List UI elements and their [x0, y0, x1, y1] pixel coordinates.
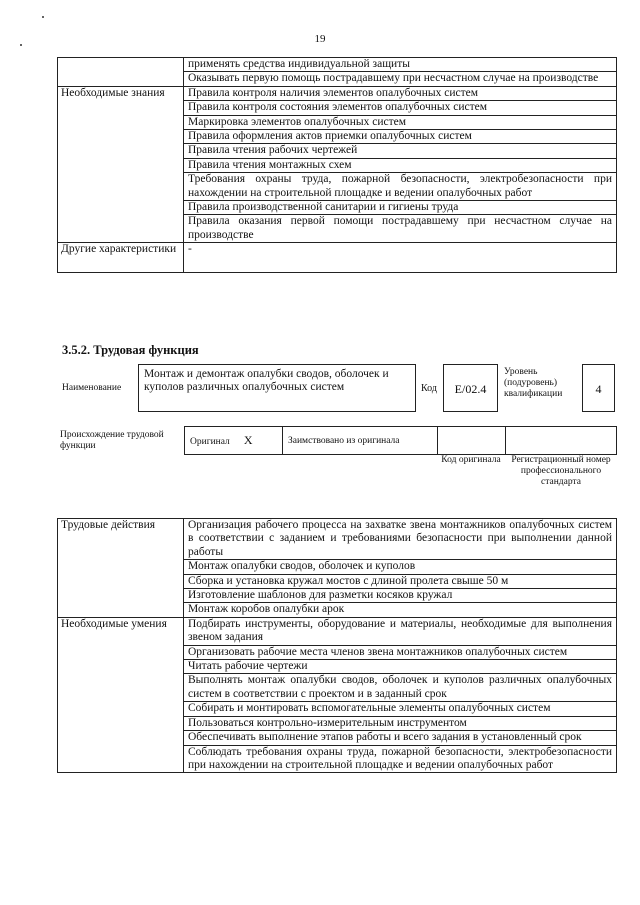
knowledge-table — [57, 57, 617, 273]
row-label: Другие характеристики — [58, 243, 184, 273]
table-cell: Выполнять монтаж опалубки сводов, оболочек и куполов различных опалубочных систем в соответствии с проектом и в заданный срок — [184, 674, 617, 702]
table-cell: Правила оформления актов приемки опалубочных систем — [184, 130, 617, 144]
table-cell: Обеспечивать выполнение этапов работы и всего задания в установленный срок — [184, 731, 617, 745]
origin-original-cell — [185, 427, 283, 455]
table-cell: Читать рабочие чертежи — [184, 660, 617, 674]
code-label: Код — [421, 383, 437, 394]
table-cell: Монтаж опалубки сводов, оболочек и куполов — [184, 560, 617, 574]
table-row — [58, 519, 617, 560]
table-cell: Сборка и установка кружал мостов с длиной пролета свыше 50 м — [184, 574, 617, 588]
scan-mark — [42, 16, 44, 18]
origin-mark: X — [243, 433, 253, 447]
table-cell: Требования охраны труда, пожарной безопасности, электробезопасности при нахождении на строительной площадке и ведении опалубочных работ — [184, 173, 617, 201]
origin-original: Оригинал — [190, 437, 230, 447]
table-cell: Оказывать первую помощь пострадавшему при несчастном случае на производстве — [184, 72, 617, 86]
table-cell: Маркировка элементов опалубочных систем — [184, 115, 617, 129]
table-cell: Правила контроля наличия элементов опалубочных систем — [184, 86, 617, 100]
section-title: 3.5.2. Трудовая функция — [62, 343, 199, 357]
level-value: 4 — [582, 364, 615, 412]
origin-borrowed: Заимствовано из оригинала — [283, 427, 438, 455]
actions-table — [57, 518, 617, 773]
table-cell: Изготовление шаблонов для разметки косяков кружал — [184, 589, 617, 603]
origin-code-cell — [438, 427, 506, 455]
level-label: Уровень (подуровень) квалификации — [504, 367, 563, 399]
table-row — [58, 58, 617, 72]
row-label: Необходимые знания — [58, 86, 184, 242]
table-cell: Правила чтения монтажных схем — [184, 158, 617, 172]
table-cell: Организация рабочего процесса на захватке звена монтажников опалубочных систем в соответствии с заданием и требованиями безопасности при выполнении данной работы — [184, 519, 617, 560]
table-row — [58, 86, 617, 100]
origin-reg-cell — [506, 427, 617, 455]
table-cell: применять средства индивидуальной защиты — [184, 58, 617, 72]
name-value: Монтаж и демонтаж опалубки сводов, оболочек и куполов различных опалубочных систем — [138, 364, 416, 412]
table-row — [58, 617, 617, 645]
table-row — [58, 243, 617, 273]
row-label: Необходимые умения — [58, 617, 184, 772]
table-cell: Соблюдать требования охраны труда, пожарной безопасности, электробезопасности при нахождении на строительной площадке и ведении опалубочных работ — [184, 745, 617, 773]
row-label: Трудовые действия — [58, 519, 184, 618]
table-cell: Пользоваться контрольно-измерительным инструментом — [184, 716, 617, 730]
origin-table — [184, 426, 617, 455]
table-cell: Организовать рабочие места членов звена монтажников опалубочных систем — [184, 645, 617, 659]
table-cell: Собирать и монтировать вспомогательные элементы опалубочных систем — [184, 702, 617, 716]
reg-caption: Регистрационный номер профессионального стандарта — [511, 455, 611, 487]
table-cell: - — [184, 243, 617, 273]
table-cell: Правила контроля состояния элементов опалубочных систем — [184, 101, 617, 115]
table-cell: Правила производственной санитарии и гигиены труда — [184, 201, 617, 215]
code-caption: Код оригинала — [441, 455, 501, 465]
origin-label: Происхождение трудовой функции — [60, 430, 164, 451]
table-cell: Правила чтения рабочих чертежей — [184, 144, 617, 158]
table-cell: Правила оказания первой помощи пострадавшему при несчастном случае на производстве — [184, 215, 617, 243]
code-value: Е/02.4 — [443, 364, 498, 412]
row-label — [58, 58, 184, 87]
table-cell: Монтаж коробов опалубки арок — [184, 603, 617, 617]
table-cell: Подбирать инструменты, оборудование и материалы, необходимые для выполнения звеном задания — [184, 617, 617, 645]
page-number: 19 — [314, 33, 326, 45]
name-label: Наименование — [62, 383, 122, 393]
